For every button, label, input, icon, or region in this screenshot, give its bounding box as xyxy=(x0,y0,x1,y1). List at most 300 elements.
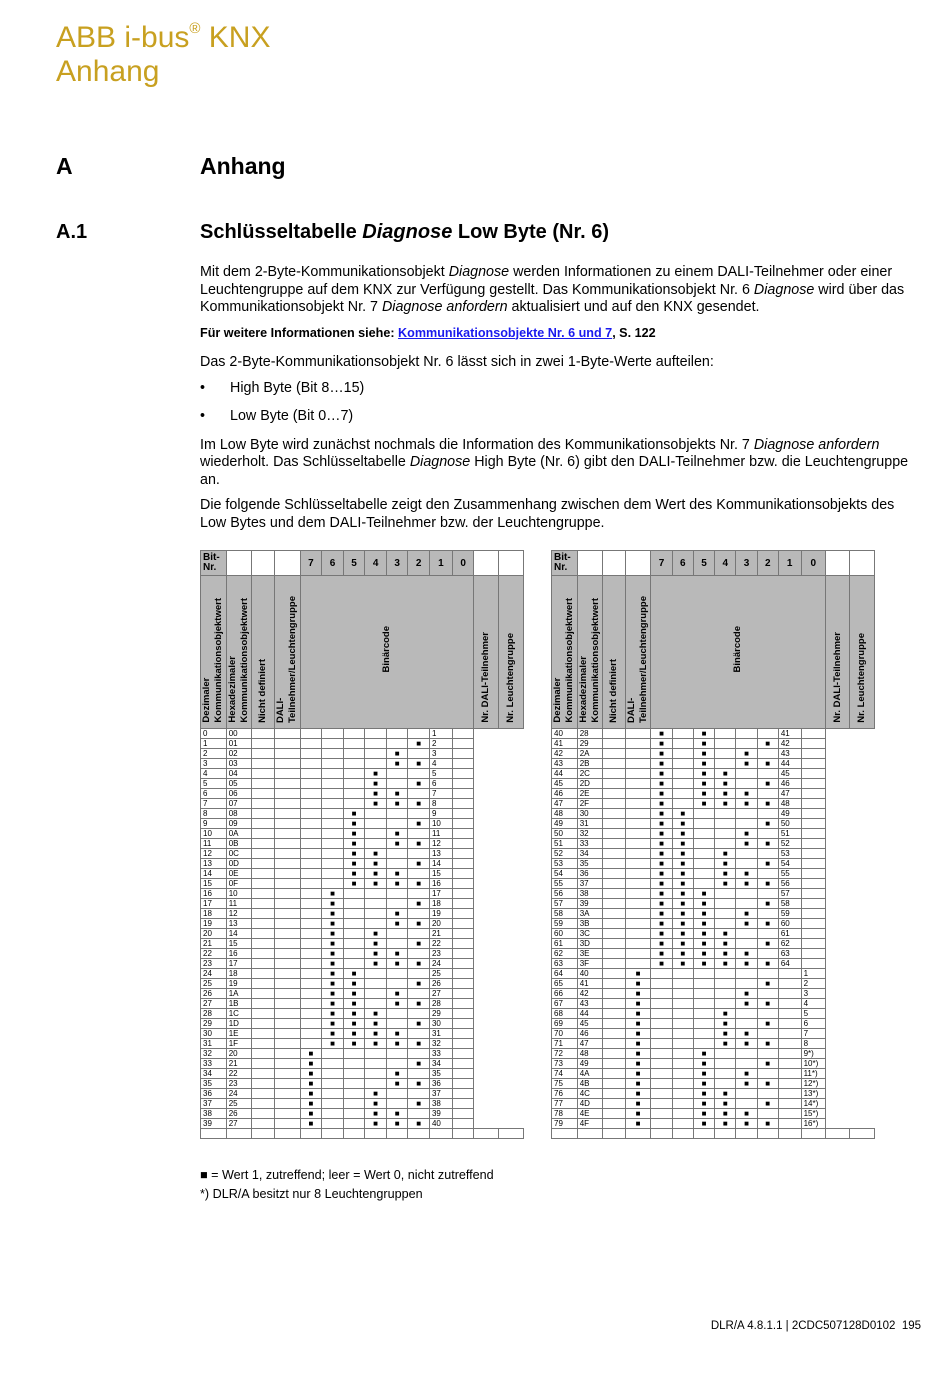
cell-nr-group xyxy=(452,789,474,799)
cell-bit-6 xyxy=(274,829,300,839)
cell-empty xyxy=(429,1129,452,1139)
cell-bit-3 xyxy=(343,769,365,779)
cell-nr-dali xyxy=(778,989,801,999)
cell-nr-group xyxy=(452,869,474,879)
cell-nr-dali: 62 xyxy=(778,939,801,949)
cell-bit-1: ■ xyxy=(736,989,757,999)
col-header-nr-dali: Nr. DALI-Teilnehmer xyxy=(825,576,849,729)
cell-bit-0 xyxy=(757,949,778,959)
cell-bit-2 xyxy=(715,839,736,849)
cell-hex: 30 xyxy=(577,809,603,819)
cell-bit-3 xyxy=(343,1059,365,1069)
cell-bit-6: ■ xyxy=(625,1079,651,1089)
cell-bit-7 xyxy=(252,929,275,939)
cell-bit-6 xyxy=(625,789,651,799)
cell-bit-5 xyxy=(300,959,322,969)
cell-hex: 07 xyxy=(226,799,252,809)
table-row xyxy=(201,739,524,749)
cell-bit-4 xyxy=(672,1089,693,1099)
cell-nr-group xyxy=(452,1109,474,1119)
col-header-undefined: Nicht definiert xyxy=(603,576,625,729)
cell-bit-1: ■ xyxy=(736,1029,757,1039)
cell-nr-dali: 14 xyxy=(429,859,452,869)
cell-nr-group xyxy=(452,729,474,739)
cell-bit-6 xyxy=(274,1099,300,1109)
cell-hex: 35 xyxy=(577,859,603,869)
cell-bit-1: ■ xyxy=(736,759,757,769)
reference-link[interactable]: Kommunikationsobjekte Nr. 6 und 7 xyxy=(398,325,613,340)
cell-bit-0: ■ xyxy=(408,959,430,969)
cell-bit-4: ■ xyxy=(322,949,344,959)
cell-decimal: 69 xyxy=(552,1019,578,1029)
cell-bit-3: ■ xyxy=(693,799,714,809)
cell-bit-2 xyxy=(715,729,736,739)
cell-bit-1: ■ xyxy=(736,949,757,959)
cell-bit-3 xyxy=(343,939,365,949)
header-row-bits xyxy=(201,551,524,576)
cell-bit-4: ■ xyxy=(672,849,693,859)
cell-bit-1 xyxy=(386,969,408,979)
cell-nr-group xyxy=(801,909,825,919)
cell-bit-6 xyxy=(274,819,300,829)
cell-bit-4 xyxy=(672,989,693,999)
cell-bit-6 xyxy=(274,759,300,769)
cell-hex: 44 xyxy=(577,1009,603,1019)
cell-nr-group: 2 xyxy=(801,979,825,989)
cell-nr-group xyxy=(801,889,825,899)
cell-bit-0: ■ xyxy=(757,739,778,749)
cell-bit-0 xyxy=(408,809,430,819)
table-row xyxy=(201,1049,524,1059)
bit-header: 0 xyxy=(452,551,474,576)
cell-nr-dali: 27 xyxy=(429,989,452,999)
cell-bit-0: ■ xyxy=(757,879,778,889)
cell-bit-4 xyxy=(672,1039,693,1049)
cell-decimal: 37 xyxy=(201,1099,227,1109)
table-row xyxy=(552,959,875,969)
cell-bit-5: ■ xyxy=(300,1119,322,1129)
cell-bit-6 xyxy=(274,789,300,799)
cell-bit-6 xyxy=(274,869,300,879)
cell-decimal: 9 xyxy=(201,819,227,829)
cell-decimal: 50 xyxy=(552,829,578,839)
cell-bit-5: ■ xyxy=(651,739,672,749)
cell-bit-0 xyxy=(757,969,778,979)
cell-nr-group xyxy=(452,779,474,789)
cell-bit-2 xyxy=(365,759,387,769)
cell-bit-6: ■ xyxy=(625,1109,651,1119)
cell-empty xyxy=(499,1129,524,1139)
cell-decimal: 44 xyxy=(552,769,578,779)
cell-bit-3 xyxy=(693,1009,714,1019)
cell-bit-2: ■ xyxy=(715,1019,736,1029)
cell-decimal: 67 xyxy=(552,999,578,1009)
cell-bit-3 xyxy=(693,979,714,989)
cell-bit-6 xyxy=(274,729,300,739)
table-row-empty xyxy=(201,1129,524,1139)
cell-hex: 03 xyxy=(226,759,252,769)
cell-decimal: 56 xyxy=(552,889,578,899)
col-header-hex: Hexadezimaler Kommunikationsobjektwert xyxy=(577,576,603,729)
cell-empty xyxy=(651,1129,672,1139)
cell-bit-6 xyxy=(274,889,300,899)
cell-hex: 4C xyxy=(577,1089,603,1099)
cell-bit-2: ■ xyxy=(365,1119,387,1129)
list-item: • Low Byte (Bit 0…7) xyxy=(200,408,915,426)
cell-bit-1: ■ xyxy=(386,829,408,839)
header-blank xyxy=(577,551,603,576)
cell-bit-2 xyxy=(365,749,387,759)
cell-bit-4: ■ xyxy=(672,869,693,879)
cell-bit-5 xyxy=(300,1029,322,1039)
cell-bit-2: ■ xyxy=(715,779,736,789)
cell-bit-2 xyxy=(715,829,736,839)
cell-bit-4: ■ xyxy=(672,959,693,969)
cell-bit-6: ■ xyxy=(625,1119,651,1129)
cell-bit-3: ■ xyxy=(693,769,714,779)
cell-bit-3: ■ xyxy=(693,1099,714,1109)
cell-bit-3 xyxy=(693,819,714,829)
table-row xyxy=(201,899,524,909)
cell-empty xyxy=(577,1129,603,1139)
cell-bit-6 xyxy=(625,899,651,909)
cell-bit-4 xyxy=(322,869,344,879)
cell-bit-6: ■ xyxy=(625,1009,651,1019)
cell-nr-group xyxy=(452,769,474,779)
cell-bit-2: ■ xyxy=(365,949,387,959)
cell-hex: 4D xyxy=(577,1099,603,1109)
table-row xyxy=(552,929,875,939)
cell-bit-1 xyxy=(386,889,408,899)
cell-bit-4 xyxy=(322,1089,344,1099)
cell-bit-1: ■ xyxy=(386,959,408,969)
cell-hex: 00 xyxy=(226,729,252,739)
cell-bit-2 xyxy=(715,999,736,1009)
cell-hex: 33 xyxy=(577,839,603,849)
cell-bit-1 xyxy=(736,739,757,749)
cell-bit-6 xyxy=(625,739,651,749)
table-row xyxy=(201,849,524,859)
cell-decimal: 74 xyxy=(552,1069,578,1079)
header-blank xyxy=(252,551,275,576)
cell-bit-3: ■ xyxy=(343,809,365,819)
cell-bit-3: ■ xyxy=(693,1049,714,1059)
cell-bit-0 xyxy=(757,729,778,739)
cell-nr-group: 9*) xyxy=(801,1049,825,1059)
cell-bit-7 xyxy=(252,1119,275,1129)
cell-bit-6 xyxy=(274,749,300,759)
cell-bit-7 xyxy=(252,849,275,859)
cell-bit-2: ■ xyxy=(365,1099,387,1109)
cell-bit-3 xyxy=(343,1069,365,1079)
cell-bit-2: ■ xyxy=(365,1019,387,1029)
cell-bit-1: ■ xyxy=(386,789,408,799)
cell-bit-1: ■ xyxy=(736,1119,757,1129)
cell-bit-0: ■ xyxy=(408,1039,430,1049)
cell-bit-7 xyxy=(252,739,275,749)
cell-decimal: 32 xyxy=(201,1049,227,1059)
cell-nr-group: 7 xyxy=(801,1029,825,1039)
cell-decimal: 58 xyxy=(552,909,578,919)
cell-bit-7 xyxy=(252,1059,275,1069)
cell-bit-2: ■ xyxy=(715,769,736,779)
cell-bit-6 xyxy=(274,979,300,989)
cell-hex: 02 xyxy=(226,749,252,759)
cell-bit-1 xyxy=(386,1089,408,1099)
cell-bit-2 xyxy=(715,1059,736,1069)
cell-bit-7 xyxy=(603,949,625,959)
cell-hex: 14 xyxy=(226,929,252,939)
cell-bit-3 xyxy=(693,1039,714,1049)
cell-hex: 0A xyxy=(226,829,252,839)
cell-bit-5: ■ xyxy=(651,809,672,819)
cell-bit-7 xyxy=(603,889,625,899)
col-header-nr-group: Nr. Leuchtengruppe xyxy=(499,576,524,729)
cell-bit-6 xyxy=(274,859,300,869)
table-row xyxy=(552,969,875,979)
cell-decimal: 14 xyxy=(201,869,227,879)
cell-hex: 17 xyxy=(226,959,252,969)
cell-bit-1: ■ xyxy=(736,999,757,1009)
cell-bit-5 xyxy=(300,969,322,979)
cell-decimal: 61 xyxy=(552,939,578,949)
cell-decimal: 7 xyxy=(201,799,227,809)
cell-bit-5: ■ xyxy=(300,1089,322,1099)
cell-bit-1: ■ xyxy=(736,909,757,919)
cell-bit-6 xyxy=(625,889,651,899)
cell-bit-1: ■ xyxy=(386,919,408,929)
cell-bit-5 xyxy=(651,979,672,989)
cell-nr-dali: 58 xyxy=(778,899,801,909)
table-row xyxy=(552,939,875,949)
cell-decimal: 49 xyxy=(552,819,578,829)
cell-bit-0: ■ xyxy=(408,759,430,769)
table-row xyxy=(552,1009,875,1019)
cell-bit-3: ■ xyxy=(343,1009,365,1019)
cell-bit-7 xyxy=(603,729,625,739)
table-row xyxy=(201,1029,524,1039)
cell-bit-2 xyxy=(365,819,387,829)
header-blank xyxy=(499,551,524,576)
cell-nr-dali: 35 xyxy=(429,1069,452,1079)
cell-bit-1 xyxy=(386,849,408,859)
cell-decimal: 38 xyxy=(201,1109,227,1119)
bit-header: 3 xyxy=(736,551,757,576)
cell-bit-7 xyxy=(603,1049,625,1059)
table-row xyxy=(201,829,524,839)
cell-bit-5 xyxy=(300,869,322,879)
cell-bit-4 xyxy=(672,789,693,799)
cell-nr-dali: 22 xyxy=(429,939,452,949)
cell-bit-0 xyxy=(408,749,430,759)
bit-header: 2 xyxy=(757,551,778,576)
cell-bit-4 xyxy=(322,809,344,819)
cell-nr-dali xyxy=(778,1119,801,1129)
cell-bit-3 xyxy=(693,879,714,889)
cell-bit-2: ■ xyxy=(365,779,387,789)
cell-bit-4 xyxy=(322,839,344,849)
cell-bit-3 xyxy=(343,959,365,969)
cell-nr-dali: 29 xyxy=(429,1009,452,1019)
cell-decimal: 53 xyxy=(552,859,578,869)
cell-bit-2: ■ xyxy=(715,789,736,799)
table-row xyxy=(552,759,875,769)
cell-nr-group xyxy=(452,939,474,949)
cell-nr-group: 14*) xyxy=(801,1099,825,1109)
cell-bit-1 xyxy=(386,809,408,819)
cell-bit-2 xyxy=(715,909,736,919)
cell-bit-1 xyxy=(736,969,757,979)
cell-decimal: 3 xyxy=(201,759,227,769)
cell-bit-3: ■ xyxy=(693,949,714,959)
cell-nr-group: 3 xyxy=(801,989,825,999)
cell-bit-7 xyxy=(603,859,625,869)
cell-bit-1 xyxy=(736,979,757,989)
table-row xyxy=(201,769,524,779)
cell-bit-7 xyxy=(252,729,275,739)
cell-bit-6 xyxy=(625,869,651,879)
cell-bit-1 xyxy=(386,939,408,949)
cell-bit-5 xyxy=(300,929,322,939)
cell-bit-7 xyxy=(252,1049,275,1059)
cell-bit-0: ■ xyxy=(757,799,778,809)
cell-nr-group: 5 xyxy=(801,1009,825,1019)
cell-nr-group: 15*) xyxy=(801,1109,825,1119)
cell-bit-7 xyxy=(603,759,625,769)
cell-bit-4: ■ xyxy=(322,899,344,909)
cell-bit-5: ■ xyxy=(651,729,672,739)
cell-nr-group xyxy=(452,969,474,979)
cell-bit-2: ■ xyxy=(715,1109,736,1119)
cell-bit-6: ■ xyxy=(625,1089,651,1099)
cell-bit-7 xyxy=(603,939,625,949)
cell-bit-2: ■ xyxy=(365,929,387,939)
table-row xyxy=(201,1009,524,1019)
bit-header: 7 xyxy=(300,551,322,576)
cell-bit-7 xyxy=(252,969,275,979)
cell-bit-4 xyxy=(322,879,344,889)
cell-bit-5: ■ xyxy=(300,1059,322,1069)
cell-bit-2 xyxy=(715,989,736,999)
cell-bit-7 xyxy=(603,1069,625,1079)
cell-bit-3: ■ xyxy=(693,959,714,969)
cell-bit-7 xyxy=(603,1029,625,1039)
cell-bit-1 xyxy=(736,809,757,819)
cell-decimal: 59 xyxy=(552,919,578,929)
table-row xyxy=(552,799,875,809)
cell-bit-3 xyxy=(343,929,365,939)
cell-bit-4: ■ xyxy=(672,929,693,939)
cell-bit-5 xyxy=(300,759,322,769)
cell-nr-group xyxy=(452,1069,474,1079)
cell-hex: 1B xyxy=(226,999,252,1009)
cell-bit-3: ■ xyxy=(693,759,714,769)
cell-nr-group: 4 xyxy=(801,999,825,1009)
cell-bit-6: ■ xyxy=(625,1059,651,1069)
cell-bit-0: ■ xyxy=(757,1099,778,1109)
cell-decimal: 71 xyxy=(552,1039,578,1049)
cell-bit-7 xyxy=(603,1089,625,1099)
cell-bit-4: ■ xyxy=(322,989,344,999)
cell-bit-3 xyxy=(343,749,365,759)
cell-nr-group: 8 xyxy=(801,1039,825,1049)
cell-nr-group xyxy=(452,819,474,829)
cell-bit-0 xyxy=(408,1009,430,1019)
cell-decimal: 52 xyxy=(552,849,578,859)
cell-nr-group: 10*) xyxy=(801,1059,825,1069)
cell-bit-7 xyxy=(603,1009,625,1019)
cell-nr-group xyxy=(452,809,474,819)
cell-nr-group xyxy=(801,959,825,969)
cell-empty xyxy=(825,1129,849,1139)
cell-empty xyxy=(552,1129,578,1139)
cell-nr-group: 6 xyxy=(801,1019,825,1029)
cell-nr-dali: 36 xyxy=(429,1079,452,1089)
cell-nr-dali: 12 xyxy=(429,839,452,849)
cell-decimal: 54 xyxy=(552,869,578,879)
bit-header: 6 xyxy=(672,551,693,576)
cell-bit-6 xyxy=(274,1109,300,1119)
bit-header: 0 xyxy=(801,551,825,576)
cell-nr-group xyxy=(452,1039,474,1049)
cell-bit-4: ■ xyxy=(672,949,693,959)
cell-decimal: 10 xyxy=(201,829,227,839)
cell-nr-group xyxy=(801,829,825,839)
table-row xyxy=(552,999,875,1009)
cell-bit-5: ■ xyxy=(651,749,672,759)
cell-bit-2: ■ xyxy=(715,1009,736,1019)
cell-bit-6 xyxy=(274,1009,300,1019)
cell-hex: 18 xyxy=(226,969,252,979)
cell-nr-dali: 20 xyxy=(429,919,452,929)
cell-hex: 31 xyxy=(577,819,603,829)
cell-bit-5 xyxy=(300,789,322,799)
cell-bit-5 xyxy=(300,729,322,739)
cell-bit-0: ■ xyxy=(757,1119,778,1129)
paragraph-intro: Mit dem 2-Byte-Kommunikationsobjekt Diagnose werden Informationen zu einem DALI-Teilnehmer oder einer Leuchtengruppe auf dem KNX zur Verfügung gestellt. Das Kommunikationsobjekt Nr. 6 Diagnose wird über das Kommunikationsobjekt Nr. 7 Diagnose anfordern aktualisiert und auf den KNX gesendet. xyxy=(200,264,905,315)
cell-bit-7 xyxy=(252,799,275,809)
cell-bit-6: ■ xyxy=(625,1049,651,1059)
cell-bit-4 xyxy=(672,759,693,769)
cell-bit-1 xyxy=(386,859,408,869)
table-row xyxy=(201,969,524,979)
cell-bit-3 xyxy=(693,969,714,979)
cell-bit-1 xyxy=(736,859,757,869)
cell-nr-dali: 28 xyxy=(429,999,452,1009)
cell-decimal: 79 xyxy=(552,1119,578,1129)
cell-bit-5 xyxy=(300,989,322,999)
table-row xyxy=(201,1089,524,1099)
table-row xyxy=(552,749,875,759)
cell-bit-2 xyxy=(365,989,387,999)
col-header-decimal: Dezimaler Kommunikationsobjektwert xyxy=(552,576,578,729)
table-row xyxy=(201,979,524,989)
table-row xyxy=(201,959,524,969)
table-row xyxy=(552,779,875,789)
cell-bit-7 xyxy=(252,999,275,1009)
cell-bit-3: ■ xyxy=(343,1039,365,1049)
cell-bit-4 xyxy=(672,999,693,1009)
subchapter-number: A.1 xyxy=(56,221,88,243)
bit-header: 1 xyxy=(778,551,801,576)
cell-hex: 3D xyxy=(577,939,603,949)
cell-nr-dali xyxy=(778,1019,801,1029)
cell-hex: 10 xyxy=(226,889,252,899)
cell-bit-1 xyxy=(736,1059,757,1069)
cell-bit-6 xyxy=(625,919,651,929)
cell-nr-dali: 39 xyxy=(429,1109,452,1119)
cell-bit-5 xyxy=(300,839,322,849)
